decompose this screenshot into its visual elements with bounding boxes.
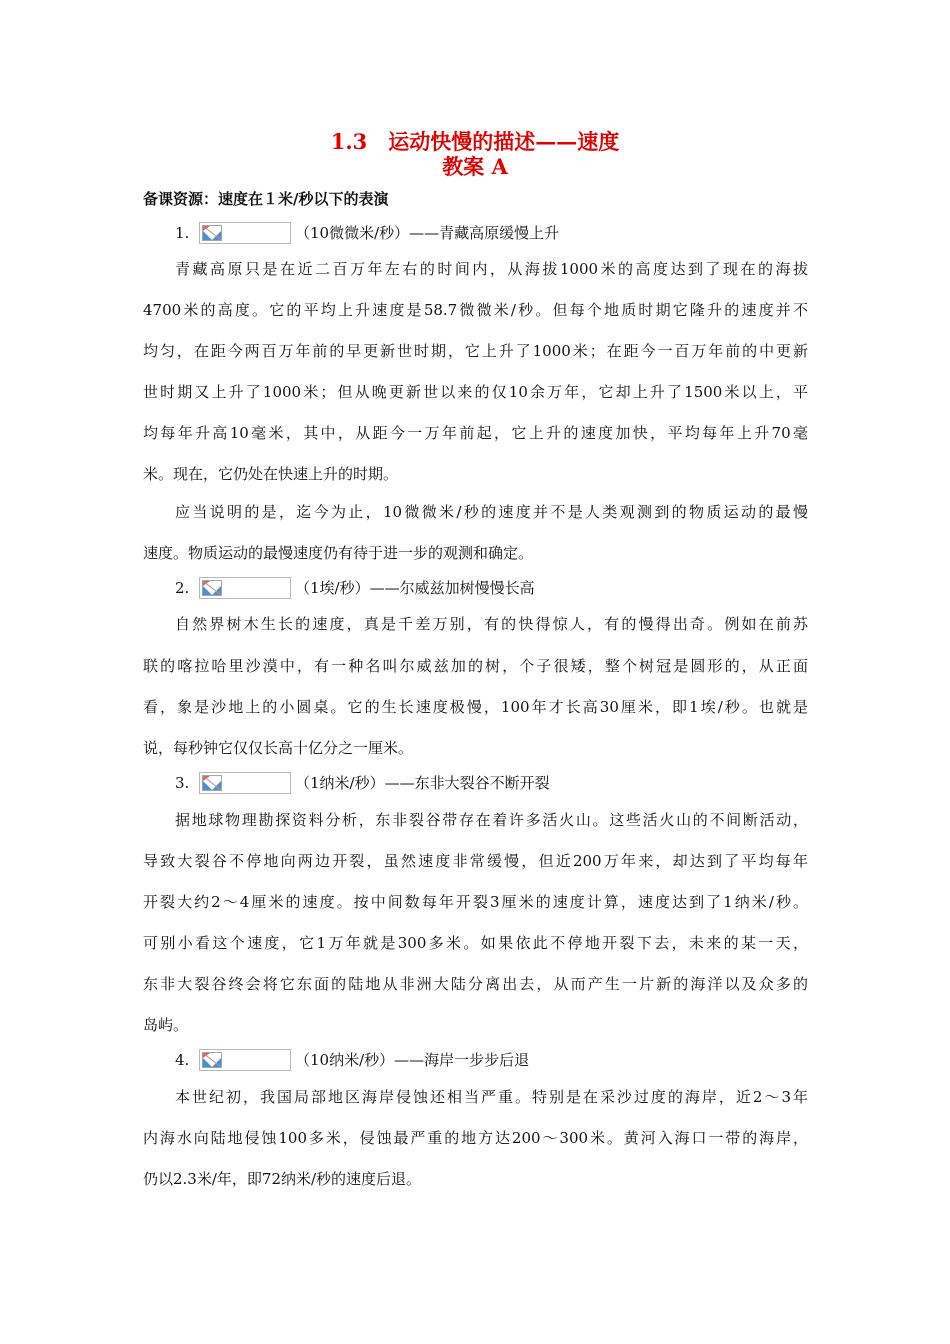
item-title: （1纳米/秒）——东非大裂谷不断开裂 — [295, 774, 550, 792]
item-number: 1. — [175, 224, 190, 242]
paragraph-line: 本世纪初，我国局部地区海岸侵蚀还相当严重。特别是在采沙过度的海岸，近2～3年 — [175, 1088, 808, 1106]
paragraph-line: 自然界树木生长的速度，真是千差万别，有的快得惊人，有的慢得出奇。例如在前苏 — [175, 615, 808, 633]
paragraph-line: 开裂大约2～4厘米的速度。按中间数每年开裂3厘米的速度计算，速度达到了1纳米/秒。 — [143, 893, 808, 911]
paragraph-line: 均匀，在距今两百万年前的早更新世时期，它上升了1000米；在距今一百万年前的中更新 — [143, 342, 808, 360]
item-number: 3. — [175, 774, 190, 792]
broken-image-icon — [199, 577, 291, 599]
item-title: （10微微米/秒）——青藏高原缓慢上升 — [295, 224, 560, 242]
paragraph-line: 仍以2.3米/年，即72纳米/秒的速度后退。 — [143, 1170, 422, 1188]
document-title: 1.3 运动快慢的描述——速度 — [330, 129, 620, 154]
paragraph-line: 4700米的高度。它的平均上升速度是58.7微微米/秒。但每个地质时期它隆升的速度并不 — [143, 301, 808, 319]
paragraph-line: 联的喀拉哈里沙漠中，有一种名叫尔威兹加的树，个子很矮，整个树冠是圆形的，从正面 — [143, 657, 808, 675]
paragraph-line: 东非大裂谷终会将它东面的陆地从非洲大陆分离出去，从而产生一片新的海洋以及众多的 — [143, 975, 808, 993]
item-number: 4. — [175, 1051, 190, 1069]
paragraph-line: 岛屿。 — [143, 1016, 189, 1034]
resource-heading: 备课资源：速度在１米/秒以下的表演 — [143, 190, 389, 208]
broken-image-icon — [199, 222, 291, 244]
item-heading-1 — [175, 222, 559, 244]
paragraph-line: 青藏高原只是在近二百万年左右的时间内，从海拔1000米的高度达到了现在的海拔 — [175, 260, 808, 278]
item-heading-4 — [175, 1049, 529, 1071]
item-title: （10纳米/秒）——海岸一步步后退 — [295, 1051, 530, 1069]
item-title: （1埃/秒）——尔威兹加树慢慢长高 — [295, 579, 535, 597]
paragraph-line: 速度。物质运动的最慢速度仍有待于进一步的观测和确定。 — [143, 544, 534, 562]
broken-image-icon — [199, 1049, 291, 1071]
item-number: 2. — [175, 579, 190, 597]
item-heading-2 — [175, 577, 535, 599]
document-subtitle: 教案 A — [442, 154, 508, 179]
paragraph-line: 据地球物理勘探资料分析，东非裂谷带存在着许多活火山。这些活火山的不间断活动， — [175, 811, 808, 829]
paragraph-line: 导致大裂谷不停地向两边开裂，虽然速度非常缓慢，但近200万年来，却达到了平均每年 — [143, 852, 808, 870]
broken-image-icon — [199, 772, 291, 794]
paragraph-line: 米。现在，它仍处在快速上升的时期。 — [143, 465, 399, 483]
paragraph-line: 可别小看这个速度，它1万年就是300多米。如果依此不停地开裂下去，未来的某一天， — [143, 934, 808, 952]
paragraph-line: 均每年升高10毫米，其中，从距今一万年前起，它上升的速度加快，平均每年上升70毫 — [143, 424, 808, 442]
paragraph-line: 内海水向陆地侵蚀100多米，侵蚀最严重的地方达200～300米。黄河入海口一带的海岸， — [143, 1129, 808, 1147]
paragraph-line: 应当说明的是，迄今为止，10微微米/秒的速度并不是人类观测到的物质运动的最慢 — [175, 503, 808, 521]
paragraph-line: 世时期又上升了1000米；但从晚更新世以来的仅10余万年，它却上升了1500米以上，平 — [143, 383, 808, 401]
paragraph-line: 看，象是沙地上的小圆桌。它的生长速度极慢，100年才长高30厘米，即1埃/秒。也就是 — [143, 698, 808, 716]
item-heading-3 — [175, 772, 550, 794]
paragraph-line: 说，每秒钟它仅仅长高十亿分之一厘米。 — [143, 739, 414, 757]
